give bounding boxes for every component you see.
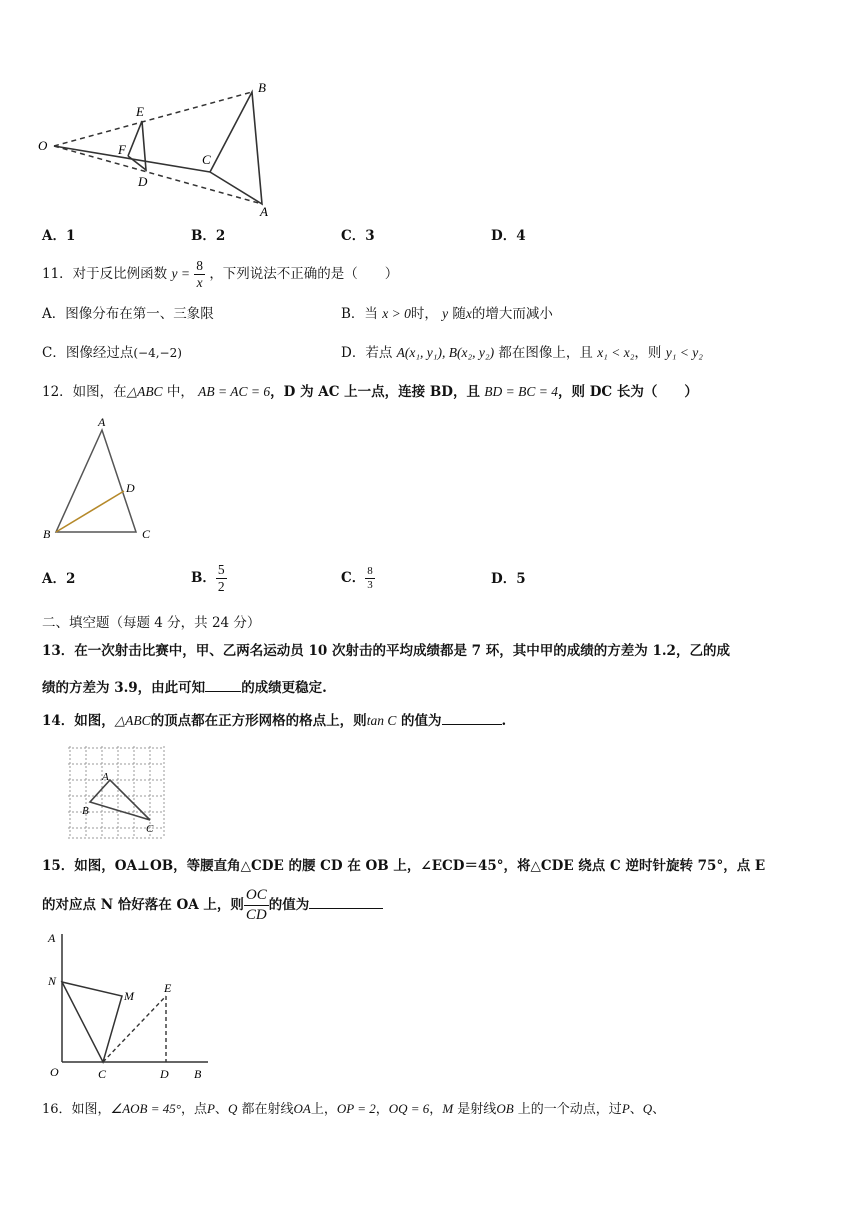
q15-line1: 15．如图，OA⊥OB，等腰直角△CDE 的腰 CD 在 OB 上，∠ECD＝45°，将△CDE 绕点 C 逆时针旋转 75°，点 E [42,858,766,874]
q11-option-c: C．图像经过点(−4,−2) [42,345,182,361]
q13-line2: 绩的方差为 3.9，由此可知 的成绩更稳定. [42,677,327,697]
q12-stem: 12．如图，在△ABC 中， AB = AC = 6，D 为 AC 上一点，连接 BD，且 BD = BC = 4，则 DC 长为（ ） [42,384,698,400]
q15-label-o: O [50,1065,59,1079]
q10-figure [34,76,284,221]
q10-label-f: F [118,142,126,157]
q15-label-e: E [164,981,172,995]
q11-stem: 11．对于反比例函数 y = $\frac{8}{x}$ ，下列说法不正确的是（ ） [42,258,399,290]
q14-label-b: B [82,805,89,817]
q11-option-d: D．若点 A(x₁, y₁), B(x₂, y₂) 都在图像上，且 x₁ < x₂，则 y₁ < y₂ [341,345,703,361]
q15-label-n: N [48,974,57,988]
q15-label-d: D [160,1067,169,1081]
q10-option-d: D．4 [491,228,526,244]
q14-answer-blank[interactable] [442,710,502,725]
q12-label-b: B [43,527,51,541]
q13-answer-blank[interactable] [205,677,241,692]
q15-answer-blank[interactable] [309,894,383,909]
q14-stem: 14．如图，△ABC的顶点都在正方形网格的格点上，则tan C 的值为 . [42,710,506,730]
q16-stem: 16．如图，∠AOB = 45°，点P、Q 都在射线OA上，OP = 2，OQ = 6，M 是射线OB 上的一个动点，过P、Q、 [42,1101,666,1117]
q10-label-b: B [258,80,266,95]
q12-figure [40,414,160,544]
q10-label-a: A [260,204,268,219]
q12-option-c: C． $\frac{8}{3}$ [341,565,373,591]
q11-fraction: $\frac{8}{x}$ [196,258,204,290]
q15-label-c: C [98,1067,107,1081]
q15-figure [42,928,222,1082]
q14-grid-figure [66,744,166,840]
q10-label-e: E [136,104,144,119]
q10-label-c: C [202,152,211,167]
q14-label-a: A [102,771,109,783]
q12-label-c: C [142,527,151,541]
q12-option-a: A．2 [42,571,76,587]
q10-option-a: A．1 [42,228,76,244]
q10-option-c: C．3 [341,228,375,244]
q12-option-d: D．5 [491,571,526,587]
q15-line2: 的对应点 N 恰好落在 OA 上，则 $\frac{OC}{CD}$ 的值为 [42,882,383,928]
q15-label-a: A [48,931,56,945]
q15-label-m: M [124,989,134,1003]
q10-option-b: B．2 [191,228,226,244]
q11-option-a: A．图像分布在第一、三象限 [42,306,214,322]
q10-label-o: O [38,138,48,153]
q12-label-d: D [126,481,135,495]
q14-label-c: C [146,823,154,835]
q12-label-a: A [98,415,106,429]
q13-line1: 13．在一次射击比赛中，甲、乙两名运动员 10 次射击的平均成绩都是 7 环，其中甲的成绩的方差为 1.2，乙的成 [42,643,730,659]
q12-option-b: B． $\frac{5}{2}$ [191,562,225,594]
q11-option-b: B．当 x > 0时， y 随x的增大而减小 [341,306,553,322]
q10-label-d: D [138,174,148,189]
q15-label-b: B [194,1067,202,1081]
section-heading: 二、填空题（每题 4 分，共 24 分） [42,615,261,631]
